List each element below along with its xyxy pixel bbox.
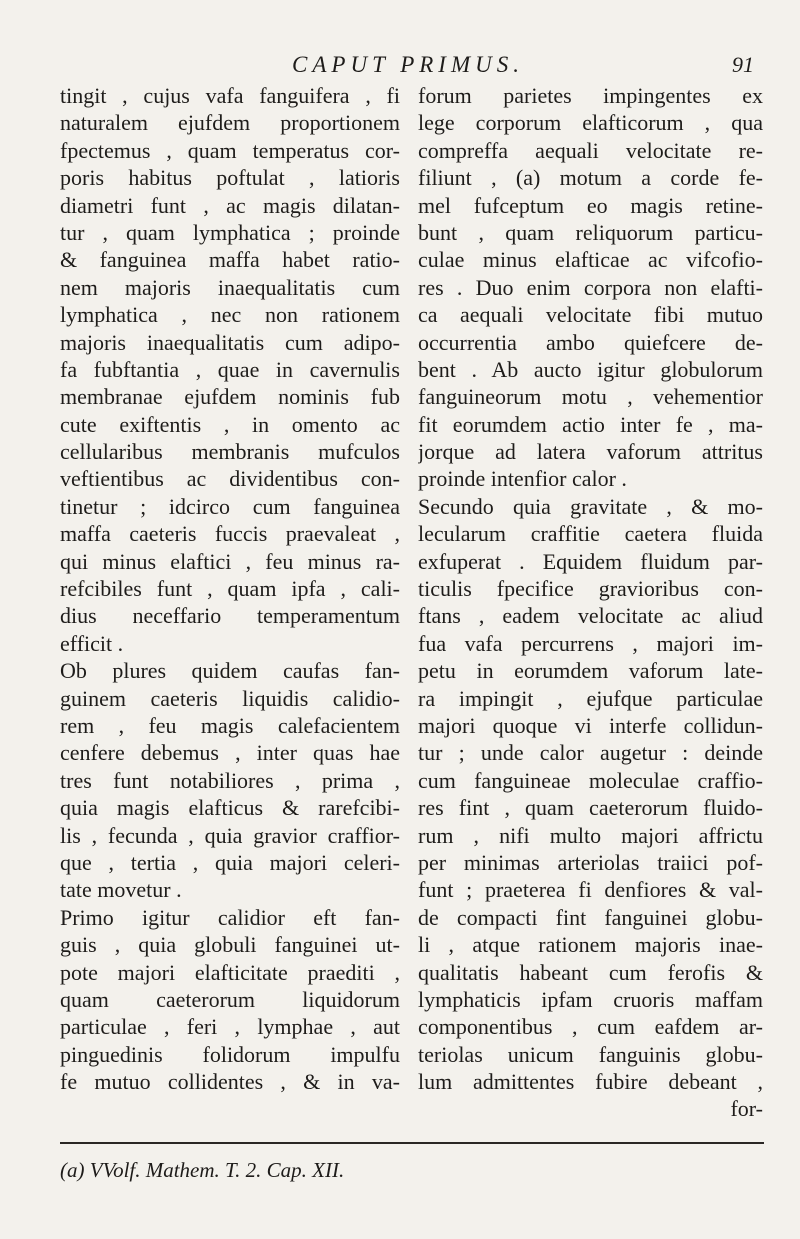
footnote: (a) VVolf. Mathem. T. 2. Cap. XII. bbox=[60, 1158, 345, 1182]
text-line: fe mutuo collidentes , & in va- bbox=[60, 1069, 400, 1095]
text-line: lum admittentes fubire debeant , bbox=[418, 1069, 763, 1095]
text-line: fit eorumdem actio inter fe , ma- bbox=[418, 411, 763, 437]
text-line: guis , quia globuli fanguinei ut- bbox=[60, 932, 400, 958]
text-line: ftans , eadem velocitate ac aliud bbox=[418, 603, 763, 629]
text-line: fanguineorum motu , vehementior bbox=[418, 384, 763, 410]
text-line: particulae , feri , lymphae , aut bbox=[60, 1014, 400, 1040]
text-line: exfuperat . Equidem fluidum par- bbox=[418, 548, 763, 574]
right-column bbox=[418, 82, 763, 1123]
text-line: cute exiftentis , in omento ac bbox=[60, 411, 400, 437]
text-line: per minimas arteriolas traiici pof- bbox=[418, 849, 763, 875]
text-line: res . Duo enim corpora non elafti- bbox=[418, 274, 763, 300]
text-line: Secundo quia gravitate , & mo- bbox=[418, 493, 763, 519]
page-number: 91 bbox=[732, 52, 754, 77]
text-line: lege corporum elafticorum , qua bbox=[418, 110, 763, 136]
text-line: Primo igitur calidior eft fan- bbox=[60, 904, 400, 930]
text-line: quia magis elafticus & rarefcibi- bbox=[60, 795, 400, 821]
text-line: naturalem ejufdem proportionem bbox=[60, 110, 400, 136]
text-line: rem , feu magis calefacientem bbox=[60, 712, 400, 738]
text-line: veftientibus ac dividentibus con- bbox=[60, 466, 400, 492]
text-line: Ob plures quidem caufas fan- bbox=[60, 658, 400, 684]
text-line: quam caeterorum liquidorum bbox=[60, 986, 400, 1012]
text-line: lecularum craffitie caetera fluida bbox=[418, 521, 763, 547]
text-line: nem majoris inaequalitatis cum bbox=[60, 274, 400, 300]
footnote-divider bbox=[60, 1142, 764, 1144]
text-line: occurrentia ambo quiefcere de- bbox=[418, 329, 763, 355]
text-line: rum , nifi multo majori affrictu bbox=[418, 822, 763, 848]
text-line: teriolas unicum fanguinis globu- bbox=[418, 1041, 763, 1067]
text-line: bunt , quam reliquorum particu- bbox=[418, 219, 763, 245]
text-line: tingit , cujus vafa fanguifera , fi bbox=[60, 83, 400, 108]
text-line: componentibus , cum eafdem ar- bbox=[418, 1014, 763, 1040]
text-line: petu in eorumdem vaforum late- bbox=[418, 658, 763, 684]
text-line: mel fufceptum eo magis retine- bbox=[418, 192, 763, 218]
text-line: de compacti fint fanguinei globu- bbox=[418, 904, 763, 930]
text-line: culae minus elafticae ac vifcofio- bbox=[418, 247, 763, 273]
text-line: majoris inaequalitatis cum adipo- bbox=[60, 329, 400, 355]
text-line: filiunt , (a) motum a corde fe- bbox=[418, 165, 763, 191]
text-line: dius neceffario temperamentum bbox=[60, 603, 400, 629]
text-line: lymphaticis ipfam cruoris maffam bbox=[418, 986, 763, 1012]
text-line: pote majori elafticitate praediti , bbox=[60, 959, 400, 985]
text-line: tur ; unde calor augetur : deinde bbox=[418, 740, 763, 766]
text-line: cum fanguineae moleculae craffio- bbox=[418, 767, 763, 793]
text-line: guinem caeteris liquidis calidio- bbox=[60, 685, 400, 711]
text-line: ra impingit , ejufque particulae bbox=[418, 685, 763, 711]
running-head: CAPUT PRIMUS. bbox=[292, 52, 524, 77]
text-line: proinde intenfior calor . bbox=[418, 466, 627, 492]
text-line: qui minus elaftici , feu minus ra- bbox=[60, 548, 400, 574]
text-line: res fint , quam caeterorum fluido- bbox=[418, 795, 763, 821]
text-line: poris habitus poftulat , latioris bbox=[60, 165, 400, 191]
text-line: refcibiles funt , quam ipfa , cali- bbox=[60, 576, 400, 602]
text-line: que , tertia , quia majori celeri- bbox=[60, 849, 400, 875]
text-line: cenfere debemus , inter quas hae bbox=[60, 740, 400, 766]
left-column bbox=[60, 82, 400, 1095]
text-line: bent . Ab aucto igitur globulorum bbox=[418, 356, 763, 382]
text-line: tinetur ; idcirco cum fanguinea bbox=[60, 493, 400, 519]
text-line: compreffa aequali velocitate re- bbox=[418, 137, 763, 163]
text-line: qualitatis habeant cum ferofis & bbox=[418, 959, 763, 985]
text-line: ticulis fpecifice gravioribus con- bbox=[418, 576, 763, 602]
text-line: tate movetur . bbox=[60, 877, 182, 903]
catchword: for- bbox=[730, 1096, 763, 1122]
text-line: jorque ad latera vaforum attritus bbox=[418, 439, 763, 465]
text-line: fua vafa percurrens , majori im- bbox=[418, 630, 763, 656]
text-line: diametri funt , ac magis dilatan- bbox=[60, 192, 400, 218]
text-line: & fanguinea maffa habet ratio- bbox=[60, 247, 400, 273]
text-line: tres funt notabiliores , prima , bbox=[60, 767, 400, 793]
text-line: pinguedinis folidorum impulfu bbox=[60, 1041, 400, 1067]
text-line: membranae ejufdem nominis fub bbox=[60, 384, 400, 410]
text-line: forum parietes impingentes ex bbox=[418, 83, 763, 108]
text-line: ca aequali velocitate fibi mutuo bbox=[418, 302, 763, 328]
text-line: maffa caeteris fuccis praevaleat , bbox=[60, 521, 400, 547]
text-line: majori quoque vi interfe collidun- bbox=[418, 712, 763, 738]
text-line: cellularibus membranis mufculos bbox=[60, 439, 400, 465]
text-line: fpectemus , quam temperatus cor- bbox=[60, 137, 400, 163]
text-line: fa fubftantia , quae in cavernulis bbox=[60, 356, 400, 382]
text-line: funt ; praeterea fi denfiores & val- bbox=[418, 877, 763, 903]
text-line: lis , fecunda , quia gravior craffior- bbox=[60, 822, 400, 848]
text-line: li , atque rationem majoris inae- bbox=[418, 932, 763, 958]
text-line: efficit . bbox=[60, 630, 124, 656]
text-line: tur , quam lymphatica ; proinde bbox=[60, 219, 400, 245]
text-line: lymphatica , nec non rationem bbox=[60, 302, 400, 328]
